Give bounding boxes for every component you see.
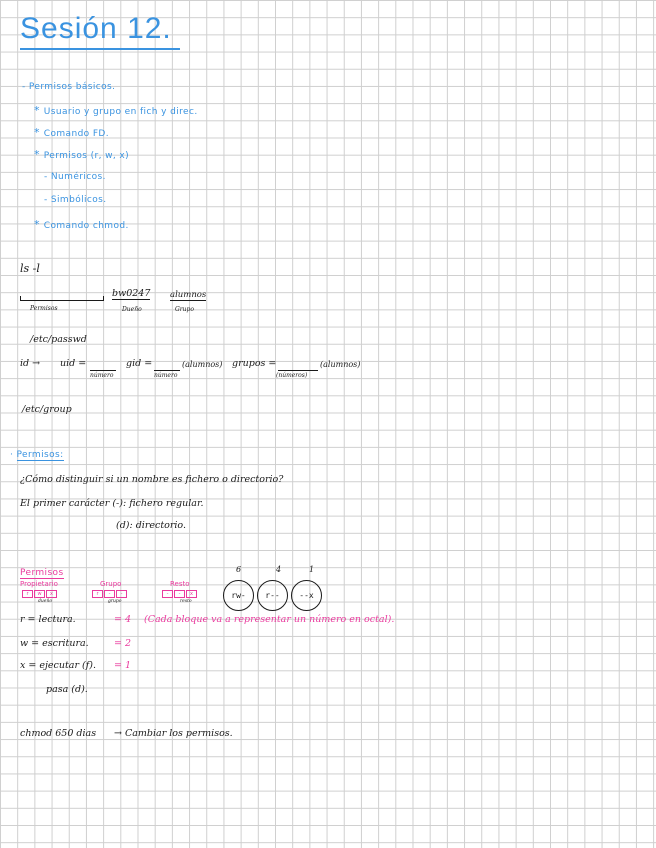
x-value: = 1 bbox=[114, 660, 132, 671]
outline-heading bbox=[22, 82, 115, 92]
uid-blank bbox=[90, 370, 116, 371]
gid-label: gid = bbox=[126, 358, 153, 369]
rest-circle: --x bbox=[291, 580, 322, 611]
uid-label: uid = bbox=[60, 358, 87, 369]
dash-bullet: - bbox=[44, 172, 51, 182]
outline-item-text: Comando FD. bbox=[43, 129, 110, 139]
gid-sub: número bbox=[154, 372, 178, 379]
outline-item bbox=[34, 126, 109, 139]
digit-owner: 6 bbox=[236, 565, 242, 574]
gid-paren: (alumnos) bbox=[182, 360, 223, 369]
digit-rest: 1 bbox=[309, 565, 315, 574]
r-value: = 4 bbox=[114, 614, 132, 625]
outline-subitem-text: Numéricos. bbox=[50, 172, 106, 182]
uid-sub: número bbox=[90, 372, 114, 379]
dash-bullet: · bbox=[10, 450, 17, 460]
asterisk-bullet: * bbox=[34, 126, 44, 139]
col-owner-label: Propietario bbox=[20, 580, 58, 588]
directory-line: (d): directorio. bbox=[116, 520, 187, 531]
outline-item-text: Comando chmod. bbox=[43, 221, 129, 231]
dash-bullet: - bbox=[22, 82, 29, 92]
ls-command: ls -l bbox=[20, 262, 40, 275]
grupos-label: grupos = bbox=[232, 358, 277, 369]
bit-cell: - bbox=[174, 590, 185, 598]
x-line-2: pasa (d). bbox=[46, 684, 88, 695]
grupos-sub: (números) bbox=[276, 372, 308, 379]
col-rest-label: Resto bbox=[170, 580, 190, 588]
question-line: ¿Cómo distinguir si un nombre es fichero o directorio? bbox=[20, 474, 284, 485]
grupos-paren: (alumnos) bbox=[320, 360, 361, 369]
bit-cell: r bbox=[22, 590, 33, 598]
dash-bullet: - bbox=[44, 195, 51, 205]
outline-item-text: Usuario y grupo en fich y direc. bbox=[43, 107, 198, 117]
grupos-blank bbox=[278, 370, 318, 371]
x-line: x = ejecutar (f). bbox=[20, 660, 96, 671]
outline-heading-text: Permisos básicos. bbox=[28, 82, 116, 92]
bit-cell: x bbox=[46, 590, 57, 598]
outline-item bbox=[34, 218, 129, 231]
r-note: (Cada bloque va a representar un número en octal). bbox=[144, 614, 395, 625]
w-value: = 2 bbox=[114, 638, 132, 649]
group-sub-label: grupo bbox=[108, 599, 122, 604]
outline-subitem bbox=[44, 172, 106, 182]
first-char-line: El primer carácter (-): fichero regular. bbox=[20, 498, 204, 509]
owner-value: bw0247 bbox=[112, 288, 151, 299]
permisos-label: Permisos bbox=[30, 305, 58, 312]
id-arrow: id → bbox=[20, 358, 41, 369]
asterisk-bullet: * bbox=[34, 148, 44, 161]
rest-sub-label: resto bbox=[180, 599, 192, 604]
outline-item bbox=[34, 104, 198, 117]
col-group-label: Grupo bbox=[100, 580, 122, 588]
bit-cell: - bbox=[104, 590, 115, 598]
group-value: alumnos bbox=[170, 290, 207, 300]
page-title: Sesión 12. bbox=[20, 12, 172, 45]
bit-cell: x bbox=[186, 590, 197, 598]
asterisk-bullet: * bbox=[34, 218, 44, 231]
chmod-arrow-note: → Cambiar los permisos. bbox=[114, 728, 233, 739]
group-bits-box bbox=[92, 590, 127, 598]
owner-bits-box bbox=[22, 590, 57, 598]
permisos-heading-text: Permisos: bbox=[16, 450, 64, 460]
outline-subitem bbox=[44, 195, 107, 205]
group-path: /etc/group bbox=[22, 404, 72, 415]
gid-blank bbox=[154, 370, 180, 371]
permisos-block-heading: Permisos bbox=[20, 568, 64, 578]
outline-subitem-text: Simbólicos. bbox=[50, 195, 107, 205]
permisos-bracket bbox=[20, 296, 104, 301]
rest-bits-box bbox=[162, 590, 197, 598]
outline-item-text: Permisos (r, w, x) bbox=[43, 151, 130, 161]
group-circle: r-- bbox=[257, 580, 288, 611]
bit-cell: - bbox=[162, 590, 173, 598]
outline-item bbox=[34, 148, 129, 161]
bit-cell: - bbox=[116, 590, 127, 598]
bit-cell: w bbox=[34, 590, 45, 598]
owner-circle: rw- bbox=[223, 580, 254, 611]
group-label: Grupo bbox=[175, 306, 194, 313]
title-underline bbox=[20, 48, 180, 50]
chmod-line: chmod 650 dias bbox=[20, 728, 97, 739]
r-line: r = lectura. bbox=[20, 614, 76, 625]
passwd-path: /etc/passwd bbox=[30, 334, 87, 345]
digit-group: 4 bbox=[276, 565, 282, 574]
bit-cell: r bbox=[92, 590, 103, 598]
owner-sub-label: dueño bbox=[38, 599, 53, 604]
owner-label: Dueño bbox=[122, 306, 142, 313]
permisos-heading bbox=[10, 450, 64, 460]
asterisk-bullet: * bbox=[34, 104, 44, 117]
w-line: w = escritura. bbox=[20, 638, 89, 649]
